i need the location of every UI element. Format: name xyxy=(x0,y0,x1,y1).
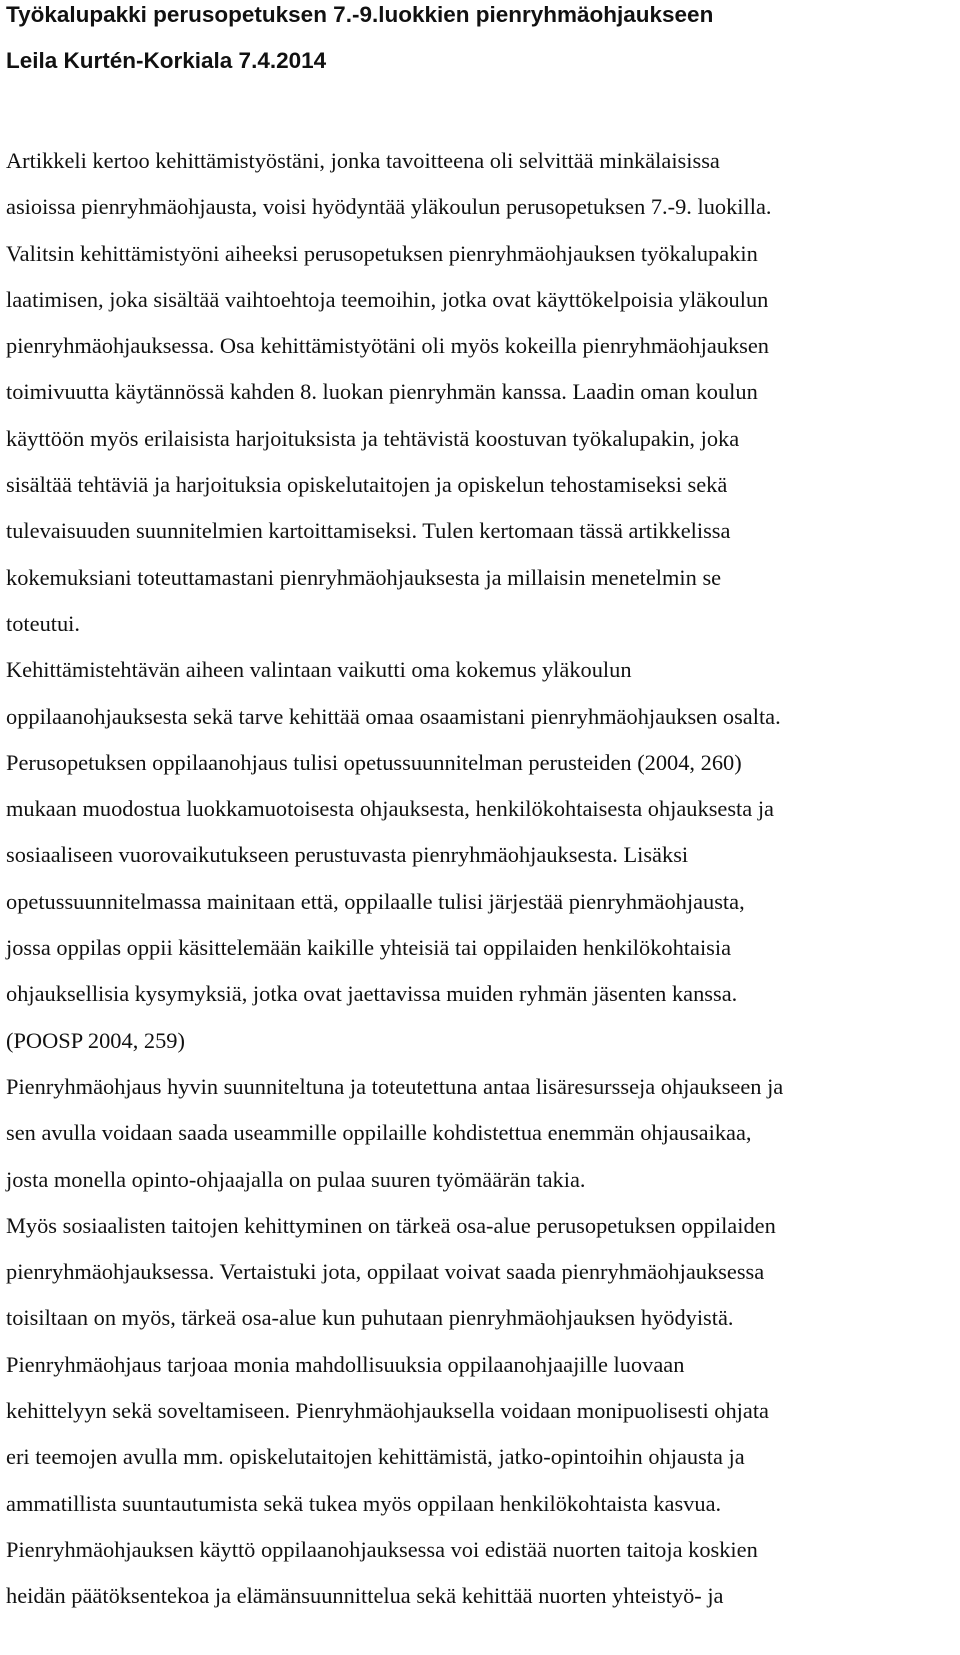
text-line: heidän päätöksentekoa ja elämänsuunnittelua sekä kehittää nuorten yhteistyö- ja xyxy=(6,1583,724,1609)
text-line: kehittelyyn sekä soveltamiseen. Pienryhmäohjauksella voidaan monipuolisesti ohjata xyxy=(6,1398,769,1424)
text-line: pienryhmäohjauksessa. Osa kehittämistyötäni oli myös kokeilla pienryhmäohjauksen xyxy=(6,333,769,359)
text-line: ammatillista suuntautumista sekä tukea myös oppilaan henkilökohtaista kasvua. xyxy=(6,1490,722,1516)
text-line: asioissa pienryhmäohjausta, voisi hyödyntää yläkoulun perusopetuksen 7.-9. luokilla. xyxy=(6,194,772,220)
text-line: Pienryhmäohjaus hyvin suunniteltuna ja toteutettuna antaa lisäresursseja ohjaukseen ja xyxy=(6,1073,784,1099)
text-line: toimivuutta käytännössä kahden 8. luokan pienryhmän kanssa. Laadin oman koulun xyxy=(6,379,758,405)
text-line: tulevaisuuden suunnitelmien kartoittamiseksi. Tulen kertomaan tässä artikkelissa xyxy=(6,518,731,544)
paragraph-social-skills xyxy=(6,1203,956,1620)
text-line: mukaan muodostua luokkamuotoisesta ohjauksesta, henkilökohtaisesta ohjauksesta ja xyxy=(6,796,774,822)
text-line: (POOSP 2004, 259) xyxy=(6,1027,185,1053)
text-line: josta monella opinto-ohjaajalla on pulaa suuren työmäärän takia. xyxy=(6,1166,586,1192)
text-line: toisiltaan on myös, tärkeä osa-alue kun puhutaan pienryhmäohjauksen hyödyistä. xyxy=(6,1305,734,1331)
text-line: sisältää tehtäviä ja harjoituksia opiskelutaitojen ja opiskelun tehostamiseksi sekä xyxy=(6,472,728,498)
document-title: Työkalupakki perusopetuksen 7.-9.luokkien pienryhmäohjaukseen xyxy=(6,2,714,27)
text-line: Valitsin kehittämistyöni aiheeksi perusopetuksen pienryhmäohjauksen työkalupakin xyxy=(6,240,758,266)
text-line: sosiaaliseen vuorovaikutukseen perustuvasta pienryhmäohjauksesta. Lisäksi xyxy=(6,842,689,868)
text-line: eri teemojen avulla mm. opiskelutaitojen kehittämistä, jatko-opintoihin ohjausta ja xyxy=(6,1444,745,1470)
text-line: Artikkeli kertoo kehittämistyöstäni, jonka tavoitteena oli selvittää minkälaisissa xyxy=(6,148,720,173)
paragraph-resources xyxy=(6,1064,956,1203)
text-line: toteutui. xyxy=(6,610,81,636)
text-line: pienryhmäohjauksessa. Vertaistuki jota, oppilaat voivat saada pienryhmäohjauksessa xyxy=(6,1259,765,1285)
text-line: Pienryhmäohjaus tarjoaa monia mahdollisuuksia oppilaanohjaajille luovaan xyxy=(6,1351,685,1377)
paragraph-intro xyxy=(6,138,956,647)
text-line: Kehittämistehtävän aiheen valintaan vaikutti oma kokemus yläkoulun xyxy=(6,657,632,683)
text-line: Perusopetuksen oppilaanohjaus tulisi opetussuunnitelman perusteiden (2004, 260) xyxy=(6,749,742,775)
text-line: käyttöön myös erilaisista harjoituksista ja tehtävistä koostuvan työkalupakin, joka xyxy=(6,425,740,451)
text-line: Myös sosiaalisten taitojen kehittyminen on tärkeä osa-alue perusopetuksen oppilaiden xyxy=(6,1212,776,1238)
text-line: Pienryhmäohjauksen käyttö oppilaanohjauksessa voi edistää nuorten taitoja koskien xyxy=(6,1536,758,1562)
blank-line xyxy=(6,84,956,130)
paragraph-background xyxy=(6,647,956,1064)
text-line: sen avulla voidaan saada useammille oppilaille kohdistettua enemmän ohjausaikaa, xyxy=(6,1120,752,1146)
text-line: oppilaanohjauksesta sekä tarve kehittää omaa osaamistani pienryhmäohjauksen osalta. xyxy=(6,703,781,729)
document-page xyxy=(6,0,956,1620)
text-line: jossa oppilas oppii käsittelemään kaikille yhteisiä tai oppilaiden henkilökohtaisia xyxy=(6,935,732,961)
text-line: opetussuunnitelmassa mainitaan että, oppilaalle tulisi järjestää pienryhmäohjausta, xyxy=(6,888,745,914)
text-line: ohjauksellisia kysymyksiä, jotka ovat jaettavissa muiden ryhmän jäsenten kanssa. xyxy=(6,981,738,1007)
text-line: laatimisen, joka sisältää vaihtoehtoja teemoihin, jotka ovat käyttökelpoisia yläkoulun xyxy=(6,286,769,312)
author-date: Leila Kurtén-Korkiala 7.4.2014 xyxy=(6,48,327,73)
text-line: kokemuksiani toteuttamastani pienryhmäohjauksesta ja millaisin menetelmin se xyxy=(6,564,722,590)
